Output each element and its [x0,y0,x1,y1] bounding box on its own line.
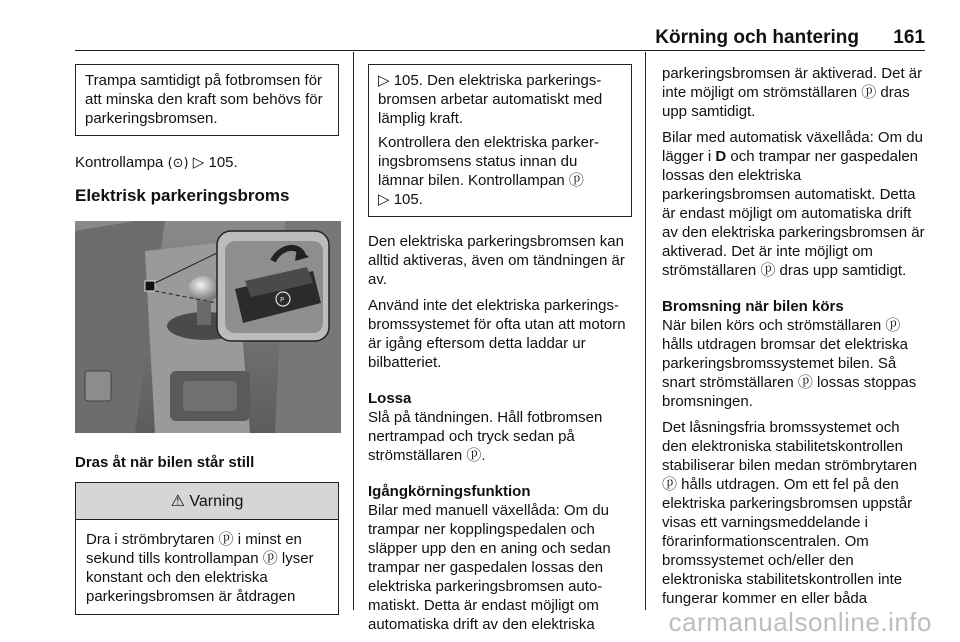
note-text: Trampa samtidigt på fotbromsen för att minska den kraft som behövs för parkeringsbromsen. [85,72,323,127]
indicator-label: Kontrollampa [75,154,164,171]
ref-arrow-icon: ▷ [192,154,205,171]
paragraph-continued: parkeringsbromsen är aktiverad. Det är inte möjligt om strömställaren ⓟ dras upp samtidigt. [662,65,923,120]
section-heading: Elektrisk parkeringsbroms [75,186,290,205]
column-3 [662,64,926,608]
box-paragraph-2 [378,133,622,209]
chapter-title: Körning och hantering [655,27,859,48]
box-paragraph-1 [378,71,622,128]
heading-drive-away: Igångkörningsfunktion [368,483,531,500]
automatic-text-end: och trampar ner gaspedalen lossas den elektriska parkeringsbromsen automatiskt. Detta är endast möjligt om automatiska drift av den elektriska parkeringsbromsen är aktiverad. Det är inte möjligt om strömställaren ⓟ dras upp samtidigt. [662,148,925,279]
note-box [75,64,339,136]
svg-text:P: P [280,296,285,304]
column-1 [75,64,339,615]
page-number: 161 [893,27,925,48]
paragraph-automatic [662,128,926,280]
warning-title: Varning [189,493,244,510]
page-header [75,0,925,51]
heading-release: Lossa [368,390,412,407]
column-divider-2 [645,52,646,610]
column-divider-1 [353,52,354,610]
box-ref-2: 105. [393,191,423,208]
paragraph-always-activate: Den elektriska parkeringsbromsen kan alltid aktiveras, även om tändningen är av. [368,233,625,288]
paragraph-braking: När bilen körs och strömställaren ⓟ hålls utdragen bromsar det elektriska parkeringsbromssystemet bilen. Så snart strömställaren ⓟ lossas stoppas bromsningen. [662,317,917,410]
brake-lamp-icon: (⊙) [167,156,189,171]
ref-arrow-icon: ▷ [378,191,390,208]
automatic-text-start: Bilar med automatisk växellåda: Om du lägger i [662,129,923,165]
heading-braking: Bromsning när bilen körs [662,298,844,315]
auto-force-box [368,64,632,217]
photo-caption: Dras åt när bilen står still [75,454,255,471]
box-text-2: Kontrollera den elektriska parkeringsbromsens status innan du lämnar bilen. Kontrollampan ⓟ [378,134,599,189]
paragraph-battery: Använd inte det elektriska parkeringsbromssystemet för ofta utan att motorn är igång eftersom detta laddar ur bilbatteriet. [368,297,626,371]
warning-text: Dra i strömbrytaren ⓟ i minst en sekund tills kontrollampan ⓟ lyser konstant och den elektriska parkeringsbromsen är åtdragen [86,531,314,605]
paragraph-abs: Det låsningsfria bromssystemet och den elektroniska stabilitetskontrollen stabiliserar bilen medan strömbrytaren ⓟ hålls utdragen. Om ett fel på den elektriska parkeringsbromsen uppstår visas ett varningsmeddelande i förarinformationscentralen. Om bromssystemet och/eller den elektroniska stabilitetskontrollen inte fungerar kommer en eller båda [662,419,918,607]
column-2 [368,64,632,634]
indicator-line [75,153,339,173]
warning-box [75,482,339,615]
ref-arrow-icon: ▷ [378,72,390,89]
gear-d-label: D [715,148,727,165]
parking-brake-photo [75,221,341,433]
paragraph-release: Slå på tändningen. Håll fotbromsen nertrampad och tryck sedan på strömställaren ⓟ. [368,409,603,464]
indicator-ref: 105. [208,154,238,171]
paragraph-drive-away: Bilar med manuell växellåda: Om du trampar ner kopplingspedalen och släpper upp den en aning och sedan trampar ner gaspedalen lossas den elektriska parkeringsbromsen automatiskt. Detta är endast möjligt om automatiska drift av den elektriska [368,502,611,633]
warning-header [76,483,338,520]
box-text-1: 105. Den elektriska parkeringsbromsen arbetar automatiskt med lämplig kraft. [378,72,603,127]
warning-triangle-icon: ⚠ [170,493,185,510]
watermark: carmanualsonline.info [668,607,932,637]
